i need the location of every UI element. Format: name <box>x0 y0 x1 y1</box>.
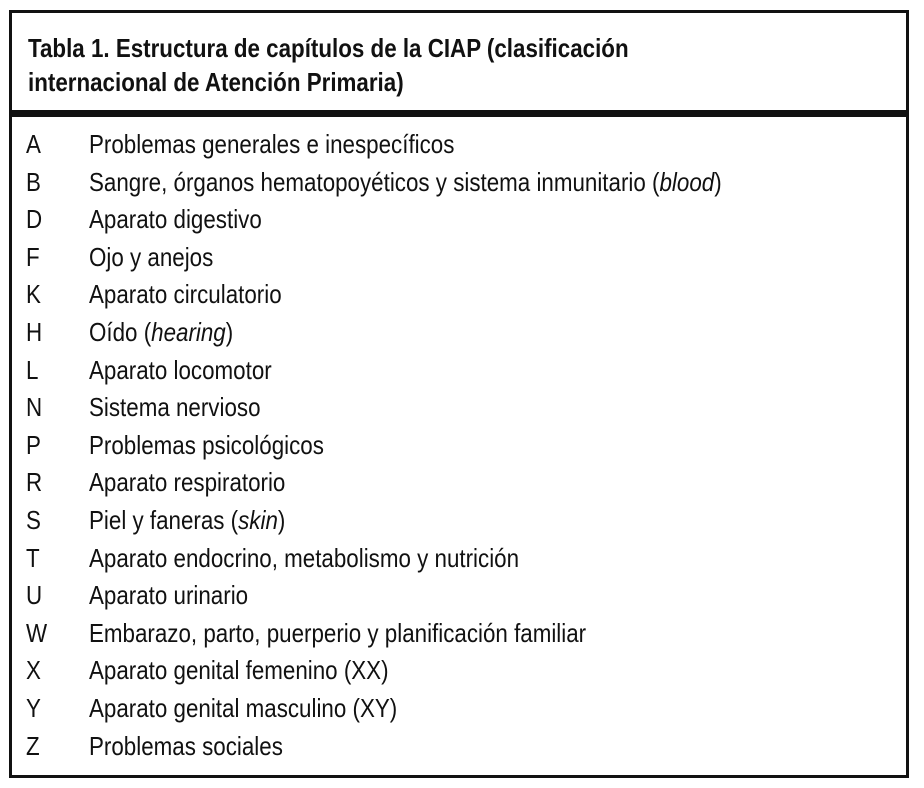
table-row <box>12 315 906 353</box>
table-row <box>12 653 906 691</box>
table-title-line-1: Tabla 1. Estructura de capítulos de la CIAP (clasificación <box>28 33 629 63</box>
chapter-code: L <box>26 354 39 385</box>
table-row <box>12 428 906 466</box>
chapter-code: P <box>26 429 41 460</box>
table-row <box>12 691 906 729</box>
table-title-line-2: internacional de Atención Primaria) <box>28 67 404 97</box>
chapter-description-text: Aparato genital masculino (XY) <box>89 692 398 723</box>
chapter-description-suffix: ) <box>714 166 722 197</box>
chapter-code: S <box>26 504 41 535</box>
chapter-description <box>89 277 282 311</box>
table-row <box>12 240 906 278</box>
chapter-code: R <box>26 467 43 498</box>
chapter-description <box>89 240 213 274</box>
table-row <box>12 616 906 654</box>
table-row <box>12 202 906 240</box>
chapter-description <box>89 541 519 575</box>
table-row <box>12 729 906 767</box>
chapter-description-text: Aparato locomotor <box>89 354 272 385</box>
chapter-description <box>89 315 233 349</box>
title-divider <box>12 110 906 117</box>
chapter-description <box>89 616 586 650</box>
chapter-description-text: Aparato respiratorio <box>89 467 286 498</box>
chapter-description-text: Aparato genital femenino (XX) <box>89 655 389 686</box>
chapter-description <box>89 127 454 161</box>
chapter-description-text: Problemas generales e inespecíficos <box>89 129 455 159</box>
chapter-description-text: Aparato urinario <box>89 580 249 611</box>
table-row <box>12 503 906 541</box>
chapter-code: U <box>26 580 43 611</box>
chapter-description <box>89 390 261 424</box>
chapter-description-suffix: ) <box>277 504 286 535</box>
chapter-description <box>89 578 248 612</box>
chapter-code: W <box>26 617 48 648</box>
chapter-code: F <box>26 241 40 272</box>
table-row <box>12 277 906 315</box>
chapter-description-text: Sistema nervioso <box>89 392 261 423</box>
chapter-description-text: Ojo y anejos <box>89 241 214 272</box>
chapter-description <box>89 691 397 725</box>
chapter-code: H <box>26 316 43 347</box>
table-row <box>12 127 906 165</box>
chapter-english-term: hearing <box>151 316 226 347</box>
chapter-description-text: Piel y faneras ( <box>89 504 239 535</box>
table-row <box>12 541 906 579</box>
chapter-description-suffix: ) <box>225 316 234 347</box>
chapter-code: T <box>26 542 40 573</box>
table-row <box>12 165 906 203</box>
chapter-code: A <box>26 129 41 159</box>
chapter-description <box>89 729 283 763</box>
table-row <box>12 390 906 428</box>
chapter-description-text: Problemas psicológicos <box>89 429 324 460</box>
chapter-description-text: Aparato endocrino, metabolismo y nutrición <box>89 542 520 573</box>
chapter-description <box>89 465 285 499</box>
chapter-code: N <box>26 392 43 423</box>
chapter-description <box>89 653 389 687</box>
chapter-description-text: Embarazo, parto, puerperio y planificación familiar <box>89 617 587 648</box>
chapter-code: D <box>26 204 43 235</box>
chapter-code: Z <box>26 730 40 761</box>
chapter-description-text: Aparato circulatorio <box>89 279 282 310</box>
chapter-description <box>89 428 324 462</box>
chapter-description <box>89 353 272 387</box>
chapter-description-text: Oído ( <box>89 316 152 347</box>
chapter-english-term: blood <box>659 166 715 197</box>
chapter-code: B <box>26 166 41 197</box>
ciap-table <box>9 10 909 778</box>
chapter-description-text: Problemas sociales <box>89 730 283 761</box>
table-row <box>12 353 906 391</box>
chapter-description-text: Sangre, órganos hematopoyéticos y sistema inmunitario ( <box>89 166 660 197</box>
table-title <box>28 31 769 99</box>
chapter-description <box>89 202 262 236</box>
chapter-english-term: skin <box>238 504 278 535</box>
table-rows <box>12 127 906 766</box>
chapter-code: X <box>26 655 41 686</box>
chapter-description <box>89 165 722 199</box>
chapter-code: Y <box>26 692 41 723</box>
table-row <box>12 465 906 503</box>
table-row <box>12 578 906 616</box>
chapter-description-text: Aparato digestivo <box>89 204 262 235</box>
chapter-description <box>89 503 285 537</box>
chapter-code: K <box>26 279 41 310</box>
